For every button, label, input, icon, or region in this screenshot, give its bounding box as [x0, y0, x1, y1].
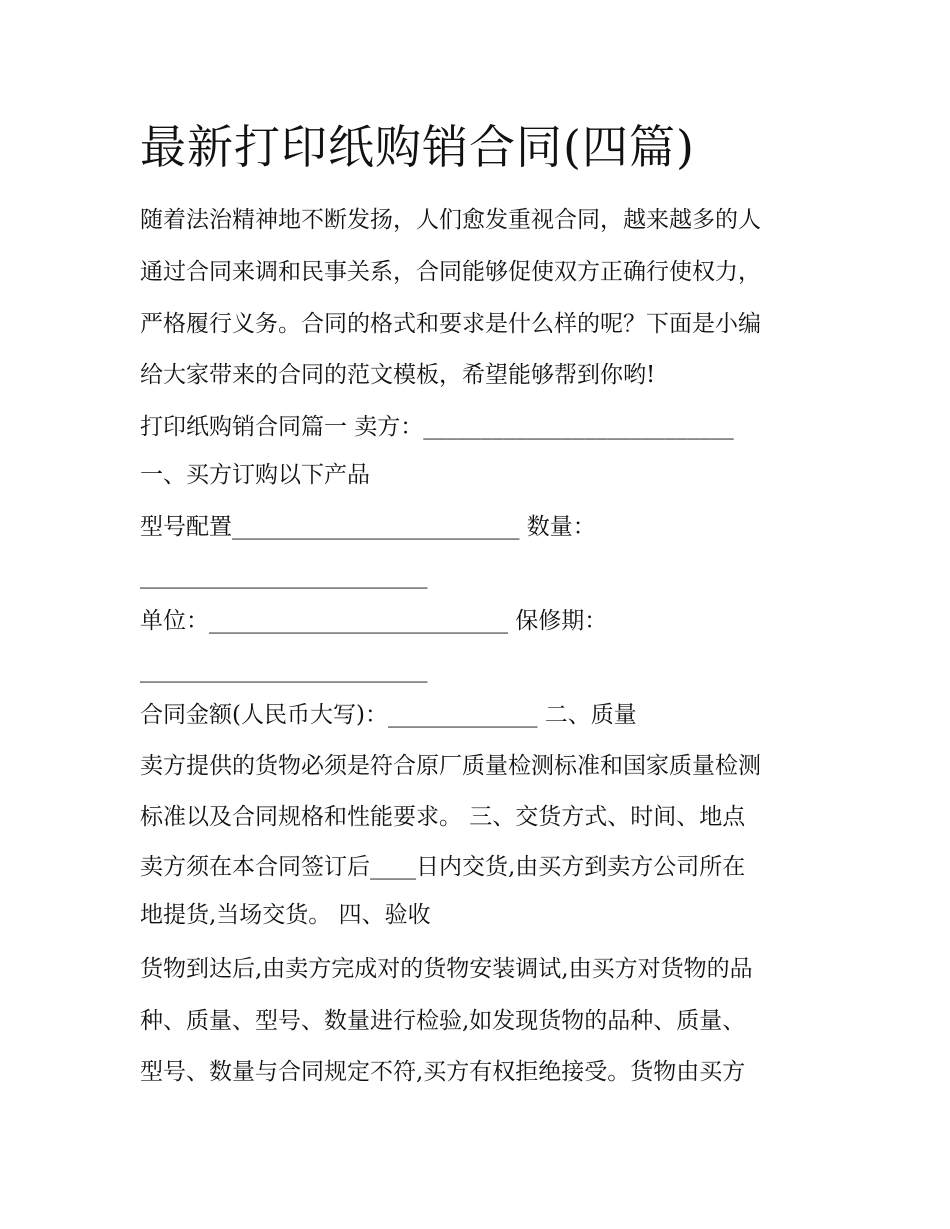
- paragraph-line: 型号、数量与合同规定不符,买方有权拒绝接受。货物由买方: [140, 1059, 746, 1085]
- paragraph-line: 卖方提供的货物必须是符合原厂质量检测标准和国家质量检测: [140, 753, 761, 779]
- paragraph-line: 随着法治精神地不断发扬，人们愈发重视合同，越来越多的人: [140, 207, 761, 233]
- field-contract-amount: 合同金额(人民币大写)：_____________ 二、质量: [140, 702, 637, 728]
- field-model-quantity: 型号配置_________________________ 数量：: [140, 514, 596, 540]
- blank-line: _________________________: [140, 657, 428, 683]
- paragraph-line: 地提货,当场交货。 四、验收: [140, 902, 431, 928]
- document-title: 最新打印纸购销合同(四篇): [140, 120, 695, 174]
- contract-heading-seller: 打印纸购销合同篇一 卖方：___________________________: [140, 414, 734, 440]
- paragraph-line: 严格履行义务。合同的格式和要求是什么样的呢？下面是小编: [140, 311, 761, 337]
- paragraph-line: 货物到达后,由卖方完成对的货物安装调试,由买方对货物的品: [140, 956, 753, 982]
- paragraph-line: 标准以及合同规格和性能要求。 三、交货方式、时间、地点: [140, 804, 746, 830]
- section-heading: 一、买方订购以下产品: [140, 462, 370, 488]
- paragraph-line: 种、质量、型号、数量进行检验,如发现货物的品种、质量、: [140, 1008, 746, 1034]
- paragraph-line: 给大家带来的合同的范文模板，希望能够帮到你哟!: [140, 362, 656, 388]
- field-unit-warranty: 单位：__________________________ 保修期：: [140, 608, 608, 634]
- paragraph-line: 卖方须在本合同签订后____日内交货,由买方到卖方公司所在: [140, 854, 746, 880]
- paragraph-line: 通过合同来调和民事关系，合同能够促使双方正确行使权力，: [140, 259, 761, 285]
- blank-line: _________________________: [140, 563, 428, 589]
